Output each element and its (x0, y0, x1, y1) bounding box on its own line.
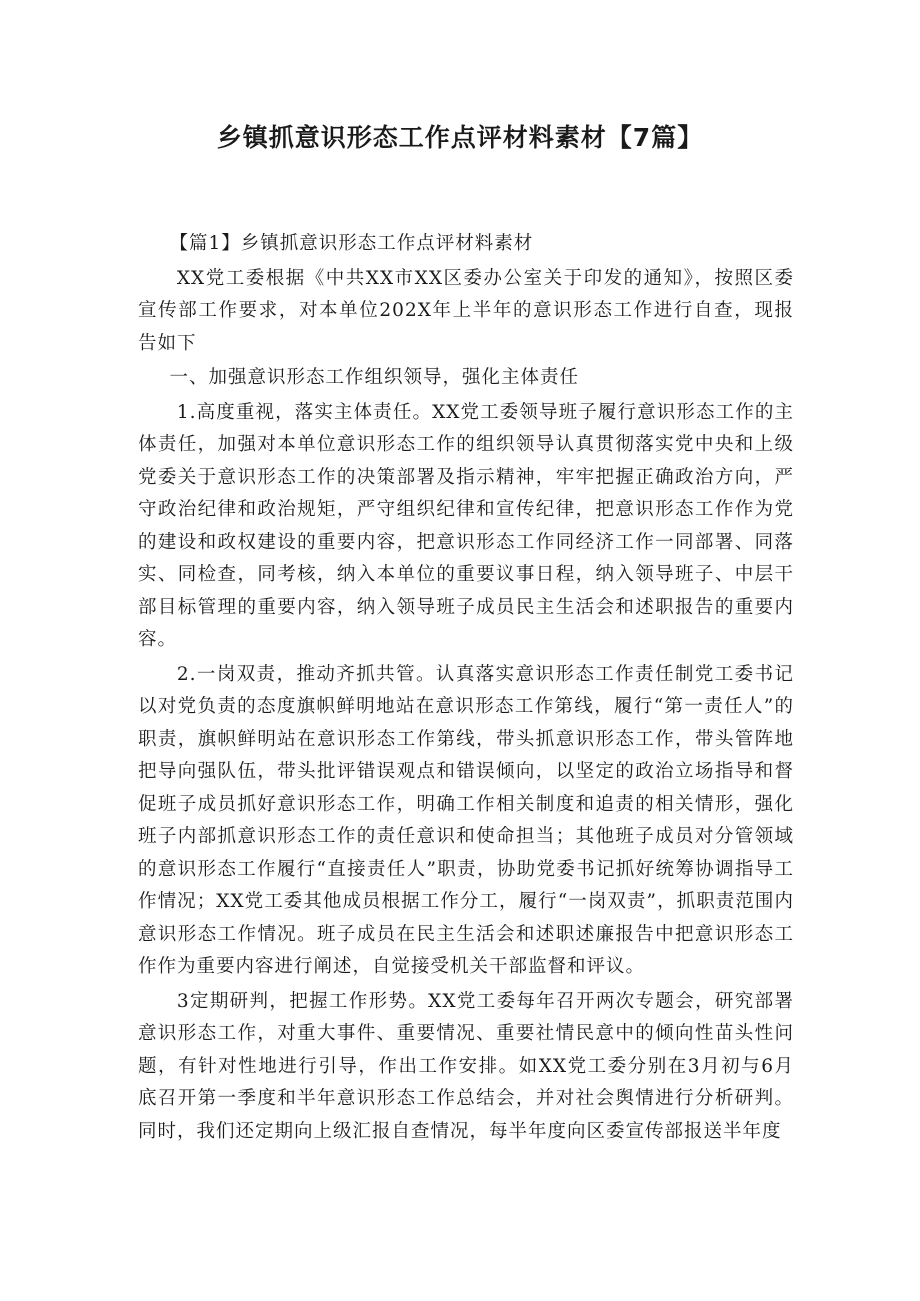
paragraph-point-1: 1.高度重视，落实主体责任。XX党工委领导班子履行意识形态工作的主体责任，加强对本单位意识形态工作的组织领导认真贯彻落实党中央和上级党委关于意识形态工作的决策部署及指示精神，牢牢把握正确政治方向，严守政治纪律和政治规矩，严守组织纪律和宣传纪律，把意识形态工作作为党的建设和政权建设的重要内容，把意识形态工作同经济工作一同部署、同落实、同检查，同考核，纳入本单位的重要议事日程，纳入领导班子、中层干部目标管理的重要内容，纳入领导班子成员民主生活会和述职报告的重要内容。 (138, 401, 794, 650)
paragraph-point-3: 3定期研判，把握工作形势。XX党工委每年召开两次专题会，研究部署意识形态工作，对重大事件、重要情况、重要社情民意中的倾向性苗头性问题，有针对性地进行引导，作出工作安排。如XX党工委分别在3月初与6月底召开第一季度和半年意识形态工作总结会，并对社会舆情进行分析研判。同时，我们还定期向上级汇报自查情况，每半年度向区委宣传部报送半年度 (138, 990, 794, 1142)
paragraph-point-2: 2.一岗双责，推动齐抓共管。认真落实意识形态工作责任制党工委书记以对党负责的态度旗帜鲜明地站在意识形态工作第线，履行“第一责任人”的职责，旗帜鲜明站在意识形态工作第线，带头抓意识形态工作，带头管阵地把导向强队伍，带头批评错误观点和错误倾向，以坚定的政治立场指导和督促班子成员抓好意识形态工作，明确工作相关制度和追责的相关情形，强化班子内部抓意识形态工作的责任意识和使命担当；其他班子成员对分管领域的意识形态工作履行“直接责任人”职责，协助党委书记抓好统筹协调指导工作情况；XX党工委其他成员根据工作分工，履行“一岗双责”，抓职责范围内意识形态工作情况。班子成员在民主生活会和述职述廉报告中把意识形态工作作为重要内容进行阐述，自觉接受机关干部监督和评议。 (138, 663, 794, 977)
section-heading: 【篇1】乡镇抓意识形态工作点评材料素材 (169, 233, 534, 254)
document-title: 乡镇抓意识形态工作点评材料素材【7篇】 (216, 123, 704, 152)
paragraph-intro: XX党工委根据《中共XX市XX区委办公室关于印发的通知》，按照区委宣传部工作要求，对本单位202X年上半年的意识形态工作进行自查，现报告如下 (138, 267, 794, 354)
document-body (138, 228, 794, 1150)
subsection-heading-1: 一、加强意识形态工作组织领导，强化主体责任 (169, 367, 579, 388)
